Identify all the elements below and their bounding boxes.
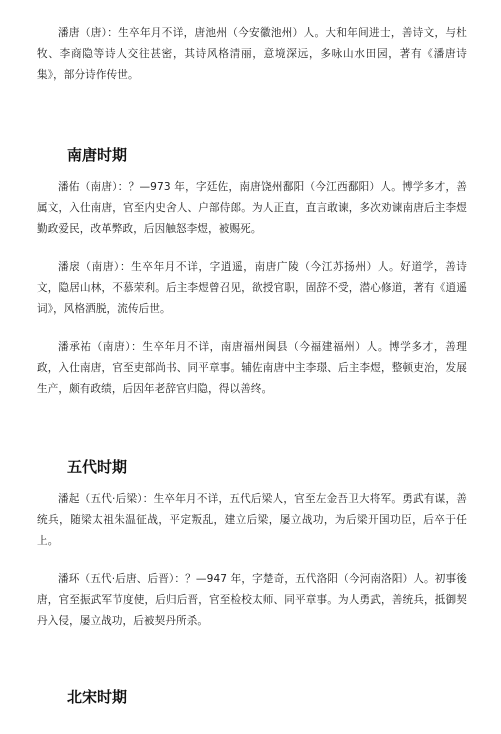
section-heading-five-dynasties: 五代时期 bbox=[67, 458, 128, 476]
paragraph-pan-chengyou: 潘承祐（南唐）：生卒年月不详，南唐福州闽县（今福建福州）人。博学多才，善理政，入仕南唐，官至吏部尚书、同平章事。辅佐南唐中主李璟、后主李煜，整顿吏治，发展生产，颇有政绩，后因年老辞官归隐，得以善终。 bbox=[37, 341, 467, 395]
section-heading-northern-song: 北宋时期 bbox=[67, 688, 128, 706]
paragraph-pan-qi: 潘起（五代·后梁）：生卒年月不详，五代后梁人，官至左金吾卫大将军。勇武有谋，善统兵，随梁太祖朱温征战，平定叛乱，建立后梁，屡立战功，为后梁开国功臣，后卒于任上。 bbox=[37, 493, 467, 547]
paragraph-pan-yi: 潘扆（南唐）：生卒年月不详，字逍遥，南唐广陵（今江苏扬州）人。好道学，善诗文，隐居山林，不慕荣利。后主李煜曾召见，欲授官职，固辞不受，潜心修道，著有《逍遥词》，风格洒脱，流传后世。 bbox=[37, 261, 467, 315]
section-heading-southern-tang: 南唐时期 bbox=[67, 146, 128, 164]
paragraph-pan-tang: 潘唐（唐）：生卒年月不详，唐池州（今安徽池州）人。大和年间进士，善诗文，与杜牧、李商隐等诗人交往甚密，其诗风格清丽，意境深远，多咏山水田园，著有《潘唐诗集》，部分诗作传世。 bbox=[37, 27, 467, 81]
paragraph-pan-huan: 潘环（五代·后唐、后晋）：？—947 年，字楚奇，五代洛阳（今河南洛阳）人。初事後唐，官至振武军节度使，后归后晋，官至检校太师、同平章事。为人勇武，善统兵，抵御契丹入侵，屡立战功，后被契丹所杀。 bbox=[37, 573, 467, 627]
paragraph-pan-you: 潘佑（南唐）：？—973 年，字廷佐，南唐饶州鄱阳（今江西鄱阳）人。博学多才，善属文，入仕南唐，官至内史舍人、户部侍郎。为人正直，直言敢谏，多次劝谏南唐后主李煜勤政爱民，改革弊政，后因触怒李煜，被赐死。 bbox=[37, 181, 467, 235]
